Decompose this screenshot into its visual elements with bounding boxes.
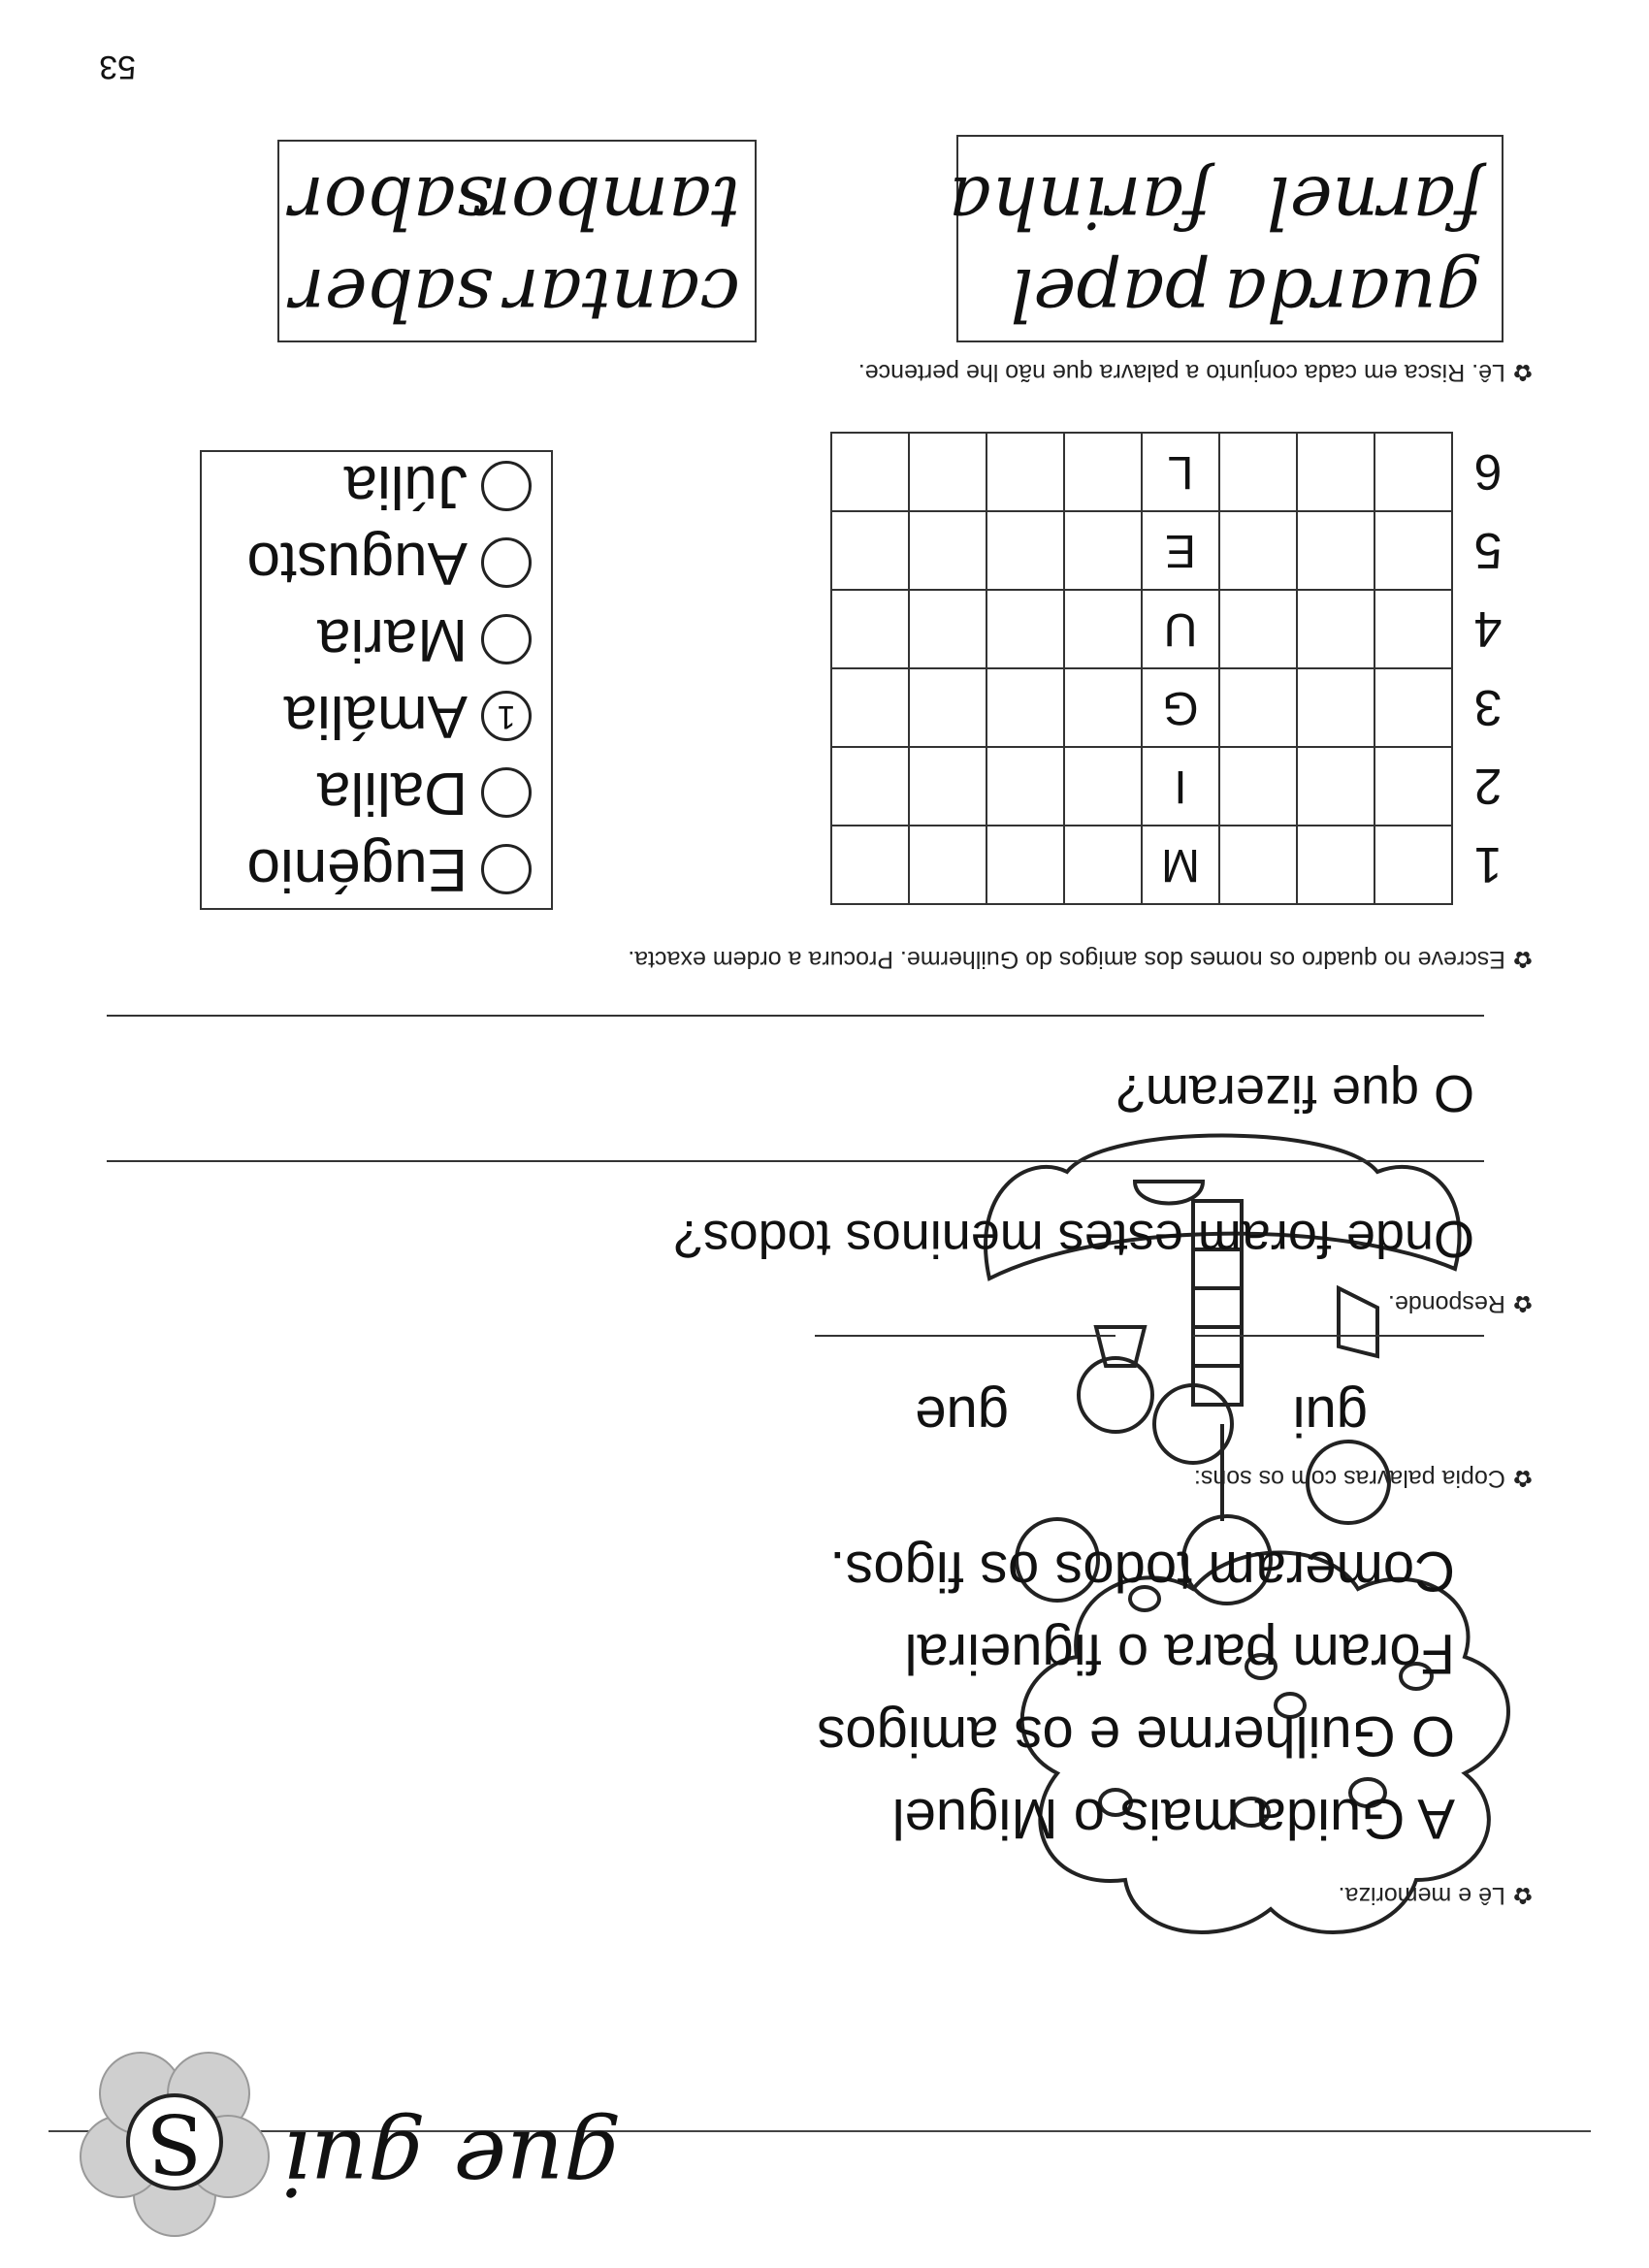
grid-cell[interactable] bbox=[831, 668, 909, 747]
grid-cell[interactable] bbox=[1297, 433, 1374, 511]
flower-icon: ✿ bbox=[1512, 1882, 1533, 1908]
name-option[interactable] bbox=[202, 448, 551, 525]
order-circle[interactable] bbox=[481, 845, 532, 895]
name-option[interactable] bbox=[202, 678, 551, 755]
poem-line: A Guida mais o Miguel bbox=[891, 1787, 1455, 1850]
grid-cell[interactable] bbox=[1064, 826, 1142, 904]
poem-line: O Guilherme e os amigos bbox=[817, 1704, 1455, 1767]
grid-row bbox=[831, 511, 1523, 590]
answer-line[interactable] bbox=[107, 1160, 1484, 1162]
grid-cell[interactable] bbox=[1297, 826, 1374, 904]
letter-grid bbox=[830, 432, 1523, 905]
word-set-box bbox=[949, 135, 1504, 342]
name-label: Júlia bbox=[343, 453, 468, 520]
grid-cell[interactable] bbox=[1219, 433, 1297, 511]
grid-cell[interactable] bbox=[831, 433, 909, 511]
flower-icon: ✿ bbox=[1512, 1290, 1533, 1316]
flower-icon: ✿ bbox=[1512, 359, 1533, 385]
title-cursive: gue gui bbox=[281, 2111, 621, 2215]
word-option[interactable]: saber bbox=[290, 252, 493, 336]
grid-cell[interactable] bbox=[1064, 747, 1142, 826]
grid-cell-letter: I bbox=[1142, 747, 1219, 826]
sound-word: gui bbox=[1292, 1384, 1368, 1447]
grid-cell[interactable] bbox=[831, 590, 909, 668]
grid-cell[interactable] bbox=[1064, 668, 1142, 747]
answer-line[interactable] bbox=[815, 1335, 1116, 1337]
grid-cell[interactable] bbox=[1297, 668, 1374, 747]
grid-cell[interactable] bbox=[909, 826, 986, 904]
grid-row-number: 4 bbox=[1473, 600, 1503, 658]
header-rule bbox=[48, 2130, 1591, 2132]
grid-cell-letter: G bbox=[1142, 668, 1219, 747]
order-circle[interactable]: 1 bbox=[481, 692, 532, 742]
grid-row-number: 5 bbox=[1473, 522, 1503, 579]
grid-cell-letter: E bbox=[1142, 511, 1219, 590]
grid-cell[interactable] bbox=[1297, 511, 1374, 590]
grid-cell[interactable] bbox=[986, 511, 1064, 590]
name-label: Eugénio bbox=[246, 836, 468, 903]
grid-cell-letter: M bbox=[1142, 826, 1219, 904]
grid-cell[interactable] bbox=[1219, 747, 1297, 826]
order-circle[interactable] bbox=[481, 768, 532, 819]
name-option[interactable] bbox=[202, 525, 551, 601]
sound-letter: S bbox=[146, 2095, 203, 2190]
grid-cell[interactable] bbox=[909, 590, 986, 668]
grid-cell[interactable] bbox=[909, 433, 986, 511]
word-option[interactable]: tambor bbox=[476, 160, 740, 243]
grid-cell[interactable] bbox=[986, 590, 1064, 668]
grid-cell[interactable] bbox=[831, 511, 909, 590]
answer-line[interactable] bbox=[1193, 1335, 1484, 1337]
grid-cell[interactable] bbox=[1374, 433, 1452, 511]
question-text: Onde foram estes meninos todos? bbox=[673, 1210, 1474, 1268]
poem-line: Foram para o figueiral bbox=[904, 1622, 1455, 1685]
grid-cell-letter: U bbox=[1142, 590, 1219, 668]
grid-cell[interactable] bbox=[1064, 590, 1142, 668]
answer-line[interactable] bbox=[107, 1015, 1484, 1017]
grid-cell[interactable] bbox=[909, 511, 986, 590]
order-circle[interactable] bbox=[481, 615, 532, 665]
grid-cell[interactable] bbox=[831, 747, 909, 826]
grid-cell[interactable] bbox=[1374, 747, 1452, 826]
name-label: Amália bbox=[283, 683, 468, 750]
name-label: Dalila bbox=[316, 760, 468, 826]
grid-cell[interactable] bbox=[831, 826, 909, 904]
grid-cell[interactable] bbox=[986, 433, 1064, 511]
sound-word: gue bbox=[915, 1384, 1009, 1447]
grid-cell[interactable] bbox=[1064, 433, 1142, 511]
grid-cell[interactable] bbox=[1297, 590, 1374, 668]
grid-row bbox=[831, 826, 1523, 904]
grid-cell[interactable] bbox=[909, 668, 986, 747]
grid-cell[interactable] bbox=[986, 668, 1064, 747]
grid-cell[interactable] bbox=[1219, 668, 1297, 747]
grid-cell[interactable] bbox=[1219, 590, 1297, 668]
word-option[interactable]: cantar bbox=[504, 252, 740, 336]
order-circle[interactable] bbox=[481, 538, 532, 589]
grid-cell[interactable] bbox=[1374, 668, 1452, 747]
name-label: Augusto bbox=[246, 530, 468, 597]
grid-cell[interactable] bbox=[986, 747, 1064, 826]
grid-cell[interactable] bbox=[909, 747, 986, 826]
grid-cell[interactable] bbox=[1374, 590, 1452, 668]
instruction-answer: ✿Responde. bbox=[1387, 1290, 1533, 1317]
page-number: 53 bbox=[99, 49, 136, 85]
flower-icon: ✿ bbox=[1512, 946, 1533, 972]
name-label: Maria bbox=[316, 606, 468, 673]
name-option[interactable] bbox=[202, 831, 551, 908]
grid-cell[interactable] bbox=[1374, 511, 1452, 590]
grid-cell[interactable] bbox=[1374, 826, 1452, 904]
grid-cell-letter: L bbox=[1142, 433, 1219, 511]
grid-cell[interactable] bbox=[986, 826, 1064, 904]
name-option[interactable] bbox=[202, 755, 551, 831]
grid-row-number: 2 bbox=[1473, 758, 1503, 815]
word-set-box bbox=[277, 140, 757, 342]
word-option[interactable]: farnel bbox=[1267, 160, 1482, 243]
grid-row bbox=[831, 668, 1523, 747]
grid-row-number: 3 bbox=[1473, 679, 1503, 736]
grid-row-number: 1 bbox=[1473, 836, 1503, 893]
order-circle[interactable] bbox=[481, 462, 532, 512]
word-option[interactable]: farinha bbox=[949, 160, 1211, 243]
grid-row bbox=[831, 433, 1523, 511]
grid-row bbox=[831, 590, 1523, 668]
question-text: O que fizeram? bbox=[1116, 1064, 1474, 1122]
grid-row-number: 6 bbox=[1473, 443, 1503, 501]
names-box bbox=[200, 450, 553, 910]
flower-icon: ✿ bbox=[1512, 1465, 1533, 1491]
word-option[interactable]: papel bbox=[1010, 252, 1211, 336]
grid-cell[interactable] bbox=[1297, 747, 1374, 826]
poem-line: Comeram todos os figos. bbox=[829, 1539, 1455, 1603]
instruction-copy-words: ✿Copia palavras com os sons: bbox=[1193, 1465, 1533, 1492]
instruction-strike-word: ✿Lê. Risca em cada conjunto a palavra que não lhe pertence. bbox=[857, 359, 1533, 386]
grid-row bbox=[831, 747, 1523, 826]
grid-cell[interactable] bbox=[1219, 511, 1297, 590]
instruction-write-names: ✿Escreve no quadro os nomes dos amigos do Guilherme. Procura a ordem exacta. bbox=[628, 946, 1533, 973]
grid-cell[interactable] bbox=[1219, 826, 1297, 904]
word-option[interactable]: guarda bbox=[1223, 252, 1482, 336]
word-option[interactable]: sabor bbox=[289, 160, 493, 243]
instruction-read-memorize: ✿Lê e memoriza. bbox=[1338, 1882, 1533, 1909]
name-option[interactable] bbox=[202, 601, 551, 678]
grid-cell[interactable] bbox=[1064, 511, 1142, 590]
